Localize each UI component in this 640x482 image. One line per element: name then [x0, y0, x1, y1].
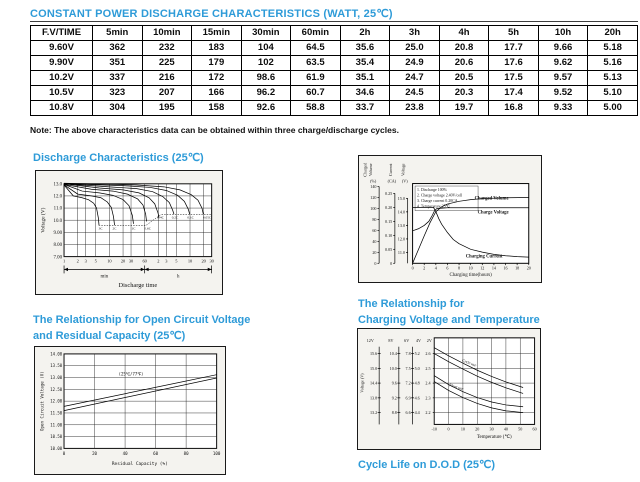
watt-value-cell: 17.7 [489, 41, 539, 56]
percent-tick-label: 80 [372, 216, 377, 222]
watt-value-cell: 183 [192, 41, 242, 56]
scale-value: 7.8 [405, 351, 411, 357]
discharge-chart-svg [36, 171, 222, 294]
scale-value: 13.8 [369, 395, 378, 401]
y-tick-label: 13.0 [53, 182, 63, 188]
ocv-chart-svg [35, 347, 225, 474]
y-tick-label: 12.0 [53, 194, 63, 200]
scale-value: 2.6 [425, 351, 431, 357]
scale-value: 2.4 [425, 380, 431, 386]
y-axis-label: Voltage (V) [40, 207, 47, 233]
x-axis-label: Charging time(hours) [449, 273, 492, 279]
legend-line: 3. Charge current 0.20CA [417, 197, 458, 203]
y-axis-label: Open Circuit Voltage (V) [39, 371, 45, 431]
voltage-tick-label: 12.0 [397, 236, 406, 242]
column-header: 3h [390, 26, 440, 41]
watt-value-cell: 23.8 [390, 101, 440, 116]
x-tick-label: 100 [212, 450, 221, 456]
x-tick-label: 60 [532, 426, 537, 432]
y-tick-label: 11.0 [53, 206, 63, 212]
curve-label: Charge Voltage [477, 210, 509, 216]
min-unit-label: min [100, 274, 109, 280]
column-header: 60min [291, 26, 341, 41]
percent-tick-label: 40 [372, 238, 377, 244]
charging-characteristics-chart [358, 155, 542, 283]
watt-value-cell: 20.5 [439, 71, 489, 86]
x-axis-label: Discharge time [118, 282, 158, 290]
scale-value: 4.6 [414, 395, 420, 401]
scale-header: 8V [388, 337, 394, 343]
axis-title: Voltage [400, 163, 406, 177]
table-row [31, 86, 638, 101]
scale-header: 4V [415, 337, 422, 343]
legend-line: 4. Temperature 25℃ [417, 203, 450, 209]
cvt-section-title [358, 296, 540, 328]
watt-value-cell: 63.5 [291, 56, 341, 71]
h-unit-label: h [176, 274, 180, 280]
watt-value-cell: 351 [93, 56, 143, 71]
watt-value-cell: 104 [241, 41, 291, 56]
y-tick-label: 12.50 [50, 386, 63, 392]
current-tick-label: 0.15 [384, 218, 393, 224]
title-underline [30, 21, 638, 22]
charging-characteristics-svg [359, 156, 541, 282]
watt-value-cell: 179 [192, 56, 242, 71]
watt-value-cell: 102 [241, 56, 291, 71]
x-tick-label: 20 [526, 265, 531, 271]
x-tick-label: 6 [446, 265, 449, 271]
x-tick-label: 20 [475, 426, 480, 432]
x-tick-label: 20 [92, 450, 98, 456]
watt-value-cell: 35.6 [340, 41, 390, 56]
axis-title: Volume [368, 163, 374, 177]
axis-unit: (CA) [387, 178, 397, 184]
watt-value-cell: 98.6 [241, 71, 291, 86]
watt-value-cell: 58.8 [291, 101, 341, 116]
watt-value-cell: 5.10 [588, 86, 638, 101]
watt-value-cell: 33.7 [340, 101, 390, 116]
final-voltage-cell: 10.5V [31, 86, 93, 101]
rate-label: 0.6C [144, 226, 152, 231]
rate-label: 0.2C [171, 215, 179, 220]
band-label: Float use [448, 382, 465, 392]
watt-value-cell: 24.5 [390, 86, 440, 101]
ocv-section-title [33, 312, 250, 344]
curve-label: Charging Current [465, 254, 503, 260]
x-tick-label: 10 [468, 265, 473, 271]
watt-value-cell: 60.7 [291, 86, 341, 101]
watt-value-cell: 5.18 [588, 41, 638, 56]
x-axis-label: Residual Capacity (%) [111, 462, 168, 468]
scale-header: 12V [366, 337, 374, 343]
discharge-chart [35, 170, 223, 295]
current-tick-label: 0.25 [384, 190, 393, 196]
watt-value-cell: 20.6 [439, 56, 489, 71]
percent-tick-label: 60 [372, 227, 377, 233]
column-header: 20h [588, 26, 638, 41]
scale-value: 10.4 [389, 351, 397, 357]
scale-value: 7.2 [405, 380, 411, 386]
current-tick-label: 0.20 [384, 204, 393, 210]
x-tick-label: 2 [76, 258, 79, 264]
y-tick-label: 13.50 [50, 363, 63, 369]
watt-value-cell: 9.62 [538, 56, 588, 71]
y-tick-label: 10.50 [50, 434, 63, 440]
rate-label: 0.1C [187, 215, 194, 220]
scale-value: 2.2 [425, 410, 431, 416]
scale-value: 13.2 [369, 410, 378, 416]
column-header: 5min [93, 26, 143, 41]
x-tick-label: 2 [423, 265, 426, 271]
x-tick-label: 0 [62, 450, 66, 456]
watt-value-cell: 216 [142, 71, 192, 86]
watt-value-cell: 225 [142, 56, 192, 71]
table-row [31, 101, 638, 116]
column-header: 10h [538, 26, 588, 41]
axis-unit: (V) [401, 178, 408, 184]
scale-value: 2.3 [425, 395, 431, 401]
watt-value-cell: 25.0 [390, 41, 440, 56]
x-tick-label: 2 [157, 258, 160, 264]
x-tick-label: -10 [431, 426, 437, 432]
arrowhead-icon [141, 268, 145, 271]
watt-value-cell: 17.4 [489, 86, 539, 101]
x-tick-label: 16 [503, 265, 508, 271]
scale-value: 15.6 [369, 351, 378, 357]
cvt-chart [357, 328, 541, 450]
y-tick-label: 14.00 [50, 351, 63, 357]
legend-line: 2. Charge voltage 2.40V/cell [417, 192, 463, 198]
scale-value: 9.2 [391, 395, 397, 401]
table-row [31, 56, 638, 71]
watt-value-cell: 172 [192, 71, 242, 86]
arrowhead-icon [64, 268, 68, 271]
voltage-tick-label: 15.0 [397, 195, 406, 201]
scale-value: 5.2 [414, 351, 420, 357]
discharge-section-title: Discharge Characteristics (25℃) [33, 152, 204, 164]
scale-value: 10.0 [389, 365, 397, 371]
final-voltage-cell: 9.90V [31, 56, 93, 71]
y-axis-label: Voltage (V) [359, 373, 365, 393]
cvt-title-line2: Charging Voltage and Temperature [358, 314, 540, 326]
watt-value-cell: 17.6 [489, 56, 539, 71]
y-tick-label: 10.0 [53, 218, 63, 224]
column-header: 30min [241, 26, 291, 41]
cvt-title-line1: The Relationship for [358, 298, 465, 310]
arrowhead-icon [145, 268, 149, 271]
watt-value-cell: 9.66 [538, 41, 588, 56]
watt-value-cell: 16.8 [489, 101, 539, 116]
watt-value-cell: 232 [142, 41, 192, 56]
scale-value: 4.4 [414, 410, 420, 416]
cycle-life-section-title: Cycle Life on D.O.D (25℃) [358, 459, 496, 471]
percent-tick-label: 20 [372, 249, 377, 255]
x-tick-label: 5 [94, 258, 97, 264]
watt-value-cell: 158 [192, 101, 242, 116]
x-tick-label: 10 [460, 426, 465, 432]
column-header: 5h [489, 26, 539, 41]
rate-label: 3C [98, 226, 103, 231]
arrowhead-icon [208, 268, 212, 271]
ocv-title-line1: The Relationship for Open Circuit Voltage [33, 314, 251, 326]
x-tick-label: 14 [491, 265, 496, 271]
x-tick-label: 80 [183, 450, 189, 456]
current-tick-label: 0.05 [384, 246, 393, 252]
legend-line: 1. Discharge 100% [417, 186, 447, 192]
page-title: CONSTANT POWER DISCHARGE CHARACTERISTICS (WATT, 25℃) [30, 8, 393, 20]
rate-label: 0.05C [202, 215, 212, 220]
scale-value: 6.6 [405, 410, 411, 416]
watt-value-cell: 9.57 [538, 71, 588, 86]
scale-value: 4.8 [414, 380, 420, 386]
table-row [31, 41, 638, 56]
watt-value-cell: 24.7 [390, 71, 440, 86]
watt-value-cell: 61.9 [291, 71, 341, 86]
table-header-row [31, 26, 638, 41]
voltage-tick-label: 11.0 [397, 249, 406, 255]
scale-header: 6V [404, 337, 410, 343]
table-note: Note: The above characteristics data can be obtained within three charge/discharge cycles. [30, 125, 399, 135]
y-tick-label: 7.00 [53, 255, 63, 261]
x-tick-label: 3 [84, 258, 87, 264]
scale-value: 8.8 [391, 410, 397, 416]
column-header: 10min [142, 26, 192, 41]
x-tick-label: 60 [142, 258, 147, 264]
x-tick-label: 30 [489, 426, 494, 432]
y-tick-label: 13.00 [50, 374, 63, 380]
percent-tick-label: 100 [370, 205, 377, 211]
ocv-title-line2: and Residual Capacity (25℃) [33, 330, 186, 342]
watt-value-cell: 5.13 [588, 71, 638, 86]
watt-value-cell: 35.1 [340, 71, 390, 86]
watt-value-cell: 17.5 [489, 71, 539, 86]
voltage-tick-label: 13.0 [397, 222, 406, 228]
rate-label: 2C [112, 226, 117, 231]
watt-value-cell: 96.2 [241, 86, 291, 101]
x-tick-label: 0 [447, 426, 450, 432]
column-header: 15min [192, 26, 242, 41]
watt-value-cell: 35.4 [340, 56, 390, 71]
final-voltage-cell: 9.60V [31, 41, 93, 56]
scale-value: 7.5 [405, 365, 411, 371]
axis-title: Current [387, 163, 393, 177]
y-tick-label: 12.00 [50, 398, 63, 404]
x-tick-label: 50 [518, 426, 523, 432]
x-tick-label: 30 [209, 258, 214, 264]
watt-value-cell: 9.52 [538, 86, 588, 101]
scale-value: 6.9 [405, 395, 411, 401]
x-tick-label: 8 [458, 265, 461, 271]
x-tick-label: 10 [187, 258, 193, 264]
x-tick-label: 60 [153, 450, 159, 456]
column-header: 2h [340, 26, 390, 41]
x-tick-label: 20 [201, 258, 206, 264]
x-tick-label: 40 [503, 426, 508, 432]
axis-unit: (%) [370, 178, 377, 184]
constant-power-table [30, 25, 638, 116]
watt-value-cell: 20.3 [439, 86, 489, 101]
x-tick-label: 0 [411, 265, 414, 271]
x-tick-label: 12 [480, 265, 485, 271]
x-axis-label: Temperature (℃) [476, 435, 512, 441]
watt-value-cell: 64.5 [291, 41, 341, 56]
final-voltage-cell: 10.2V [31, 71, 93, 86]
watt-value-cell: 323 [93, 86, 143, 101]
watt-value-cell: 195 [142, 101, 192, 116]
band-label: Cycle use [461, 357, 478, 368]
current-tick-label: 0.10 [384, 232, 393, 238]
scale-value: 14.4 [369, 380, 378, 386]
watt-value-cell: 24.9 [390, 56, 440, 71]
watt-value-cell: 166 [192, 86, 242, 101]
y-tick-label: 9.00 [53, 231, 63, 237]
watt-value-cell: 304 [93, 101, 143, 116]
cvt-chart-svg [358, 329, 540, 449]
rate-label: 0.4C [157, 215, 164, 220]
current-tick-label: 0 [390, 260, 393, 266]
x-tick-label: 20 [120, 258, 126, 264]
watt-value-cell: 207 [142, 86, 192, 101]
x-tick-label: 18 [515, 265, 520, 271]
x-tick-label: 10 [107, 258, 112, 264]
watt-value-cell: 9.33 [538, 101, 588, 116]
y-tick-label: 10.00 [50, 445, 63, 451]
x-tick-label: 3 [165, 258, 168, 264]
percent-tick-label: 0 [374, 260, 377, 266]
watt-value-cell: 19.7 [439, 101, 489, 116]
watt-value-cell: 34.6 [340, 86, 390, 101]
x-tick-label: 4 [434, 265, 437, 271]
watt-value-cell: 5.00 [588, 101, 638, 116]
rate-label: 1C [131, 226, 136, 231]
table-body [31, 41, 638, 116]
column-header: F.V/TIME [31, 26, 93, 41]
percent-tick-label: 140 [370, 183, 377, 189]
y-tick-label: 11.50 [50, 410, 63, 416]
x-tick-label: 5 [175, 258, 178, 264]
scale-value: 15.0 [369, 365, 378, 371]
voltage-tick-label: 14.0 [397, 209, 406, 215]
y-tick-label: 11.00 [50, 422, 63, 428]
watt-value-cell: 362 [93, 41, 143, 56]
watt-value-cell: 5.16 [588, 56, 638, 71]
y-tick-label: 8.00 [53, 243, 63, 249]
x-tick-label: 30 [128, 258, 134, 264]
scale-value: 5.0 [414, 365, 420, 371]
curve-label: Charged Volume [474, 196, 509, 202]
column-header: 4h [439, 26, 489, 41]
x-tick-label: 1 [62, 258, 66, 264]
watt-value-cell: 92.6 [241, 101, 291, 116]
scale-value: 2.5 [425, 365, 431, 371]
table-row [31, 71, 638, 86]
scale-value: 9.6 [391, 380, 397, 386]
x-tick-label: 40 [122, 450, 128, 456]
scale-header: 2V [426, 337, 432, 343]
ocv-chart [34, 346, 226, 475]
final-voltage-cell: 10.8V [31, 101, 93, 116]
percent-tick-label: 120 [370, 194, 377, 200]
watt-value-cell: 20.8 [439, 41, 489, 56]
axis-title: Charged [362, 162, 368, 177]
temperature-annotation: (25℃/77℉) [118, 371, 144, 377]
watt-value-cell: 337 [93, 71, 143, 86]
